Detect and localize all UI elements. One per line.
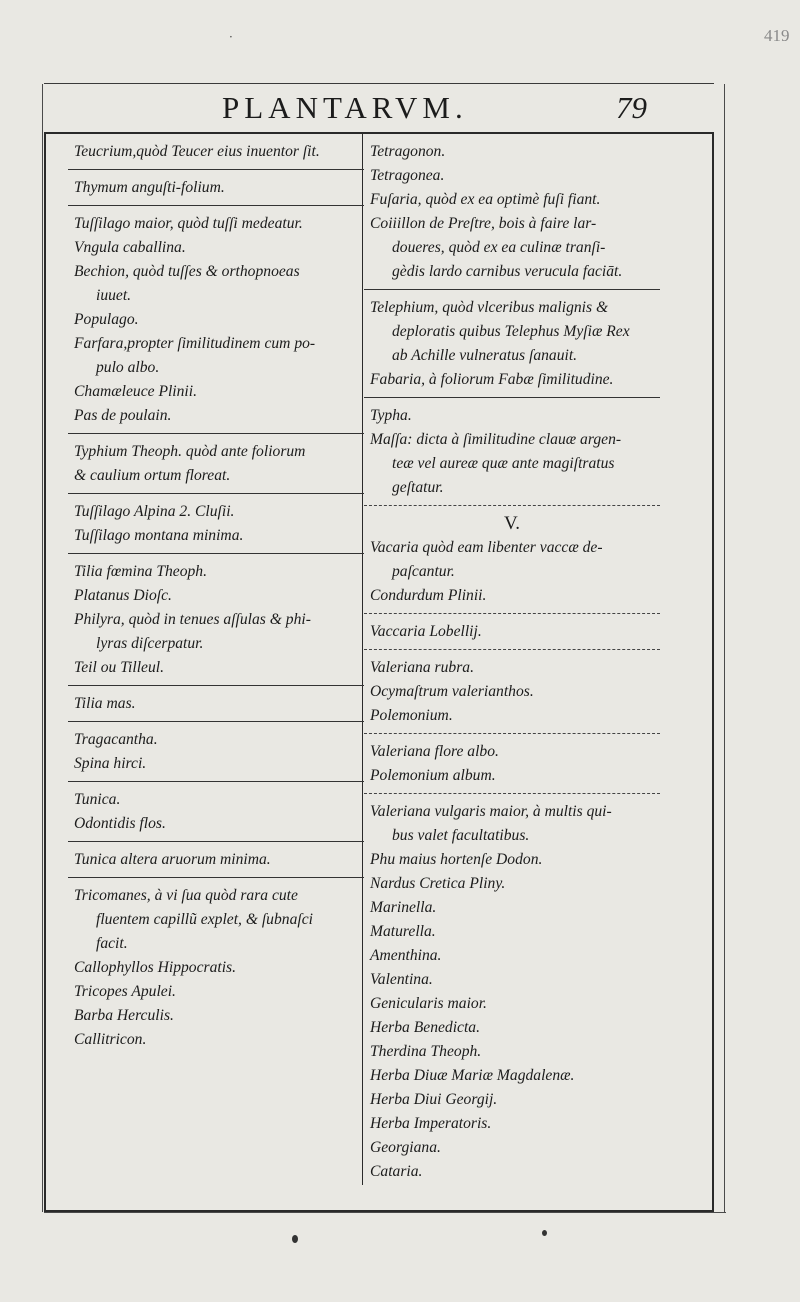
section-rule (68, 685, 364, 686)
left-column (74, 140, 358, 1052)
section-rule (68, 553, 364, 554)
entry-line: Herba Diuæ Mariæ Magdalenæ. (370, 1067, 575, 1084)
entry-line: Typha. (370, 407, 412, 424)
entry-line: Herba Imperatoris. (370, 1115, 492, 1132)
entry-line: Typhium Theoph. quòd ante foliorum (74, 443, 306, 460)
entry-line: Tilia fœmina Theoph. (74, 563, 208, 580)
entry-line: Tuſſilago Alpina 2. Cluſii. (74, 503, 235, 520)
entry-line: Nardus Cretica Pliny. (370, 875, 506, 892)
running-title: PLANTARVM. (222, 90, 468, 125)
running-header (44, 84, 714, 128)
entry-line: Barba Herculis. (74, 1007, 174, 1024)
entry-line: Tricopes Apulei. (74, 983, 176, 1000)
entry-line: facit. (96, 935, 128, 952)
entry-line: fluentem capillũ explet, & ſubnaſci (96, 911, 313, 928)
letter-heading: V. (503, 513, 521, 534)
section-rule (364, 613, 660, 614)
section-rule (364, 397, 660, 398)
entry-line: Maturella. (370, 923, 436, 940)
entry-line: Polemonium. (370, 707, 453, 724)
entry-line: Telephium, quòd vlceribus malignis & (370, 299, 609, 316)
frame-left-border (42, 84, 43, 1212)
entry-line: Therdina Theoph. (370, 1043, 482, 1060)
entry-line: Herba Diui Georgij. (370, 1091, 498, 1108)
section-rule (68, 721, 364, 722)
section-rule (68, 169, 364, 170)
entry-line: Philyra, quòd in tenues aſſulas & phi- (74, 611, 311, 628)
entry-line: Genicularis maior. (370, 995, 487, 1012)
entry-line: pulo albo. (96, 359, 160, 376)
entry-line: Tragacantha. (74, 731, 158, 748)
entry-line: geſtatur. (392, 479, 444, 496)
right-column (370, 140, 654, 1184)
entry-line: Polemonium album. (370, 767, 496, 784)
entry-line: Spina hirci. (74, 755, 147, 772)
section-rule (364, 649, 660, 650)
entry-line: paſcantur. (392, 563, 455, 580)
section-rule (364, 505, 660, 506)
entry-line: Amenthina. (370, 947, 442, 964)
ink-stain (292, 1235, 298, 1243)
entry-line: Vngula caballina. (74, 239, 186, 256)
entry-line: Callophyllos Hippocratis. (74, 959, 237, 976)
entry-line: Ocymaſtrum valerianthos. (370, 683, 534, 700)
ink-mark: · (229, 30, 233, 44)
section-rule (68, 841, 364, 842)
section-rule (364, 289, 660, 290)
entry-line: Chamæleuce Plinii. (74, 383, 197, 400)
ink-stain (542, 1230, 547, 1236)
entry-line: Herba Benedicta. (370, 1019, 480, 1036)
entry-line: Tetragonea. (370, 167, 445, 184)
entry-line: teæ vel aureæ quæ ante magiſtratus (392, 455, 615, 472)
entry-line: Vacaria quòd eam libenter vaccæ de- (370, 539, 603, 556)
entry-line: lyras diſcerpatur. (96, 635, 204, 652)
entry-line: Callitricon. (74, 1031, 147, 1048)
bottom-rule (44, 1212, 726, 1213)
entry-line: Thymum anguſti-folium. (74, 179, 225, 196)
entry-line: Cataria. (370, 1163, 423, 1180)
entry-line: Tricomanes, à vi ſua quòd rara cute (74, 887, 298, 904)
entry-line: Coiiillon de Preſtre, bois à faire lar- (370, 215, 597, 232)
entry-line: Fuſaria, quòd ex ea optimè fuſi fiant. (370, 191, 601, 208)
entry-line: & caulium ortum floreat. (74, 467, 231, 484)
entry-line: bus valet facultatibus. (392, 827, 530, 844)
entry-line: Maſſa: dicta à ſimilitudine clauæ argen- (370, 431, 622, 448)
entry-line: Pas de poulain. (74, 407, 172, 424)
section-rule (68, 493, 364, 494)
section-rule (68, 877, 364, 878)
entry-line: Tunica. (74, 791, 121, 808)
entry-line: Teil ou Tilleul. (74, 659, 164, 676)
column-divider (362, 133, 363, 1185)
entry-line: Vaccaria Lobellij. (370, 623, 482, 640)
entry-line: Tuſſilago maior, quòd tuſſi medeatur. (74, 215, 303, 232)
section-rule (364, 793, 660, 794)
entry-line: Phu maius hortenſe Dodon. (370, 851, 543, 868)
entry-line: doueres, quòd ex ea culinæ tranſi- (392, 239, 606, 256)
entry-line: iuuet. (96, 287, 132, 304)
section-rule (364, 733, 660, 734)
entry-line: Fabaria, à foliorum Fabæ ſimilitudine. (370, 371, 614, 388)
entry-line: Bechion, quòd tuſſes & orthopnoeas (74, 263, 300, 280)
entry-line: Georgiana. (370, 1139, 441, 1156)
entry-line: ab Achille vulneratus ſanauit. (392, 347, 578, 364)
frame-right-border (724, 84, 725, 1212)
entry-line: Farfara,propter ſimilitudinem cum po- (74, 335, 316, 352)
page-number: 79 (616, 90, 647, 125)
entry-line: Populago. (74, 311, 139, 328)
entry-line: Tilia mas. (74, 695, 136, 712)
entry-line: Valeriana vulgaris maior, à multis qui- (370, 803, 612, 820)
entry-line: Tetragonon. (370, 143, 446, 160)
entry-line: Valeriana rubra. (370, 659, 474, 676)
entry-line: Tunica altera aruorum minima. (74, 851, 271, 868)
entry-line: Valeriana flore albo. (370, 743, 499, 760)
section-rule (68, 433, 364, 434)
section-rule (68, 781, 364, 782)
entry-line: Platanus Dioſc. (74, 587, 172, 604)
section-rule (68, 205, 364, 206)
entry-line: Valentina. (370, 971, 433, 988)
entry-line: Marinella. (370, 899, 437, 916)
entry-line: Teucrium,quòd Teucer eius inuentor ſit. (74, 143, 320, 160)
entry-line: deploratis quibus Telephus Myſiæ Rex (392, 323, 630, 340)
margin-note: 419 (764, 26, 790, 45)
entry-line: Condurdum Plinii. (370, 587, 487, 604)
entry-line: Tuſſilago montana minima. (74, 527, 244, 544)
entry-line: Odontidis flos. (74, 815, 166, 832)
entry-line: gèdis lardo carnibus verucula faciāt. (392, 263, 623, 280)
